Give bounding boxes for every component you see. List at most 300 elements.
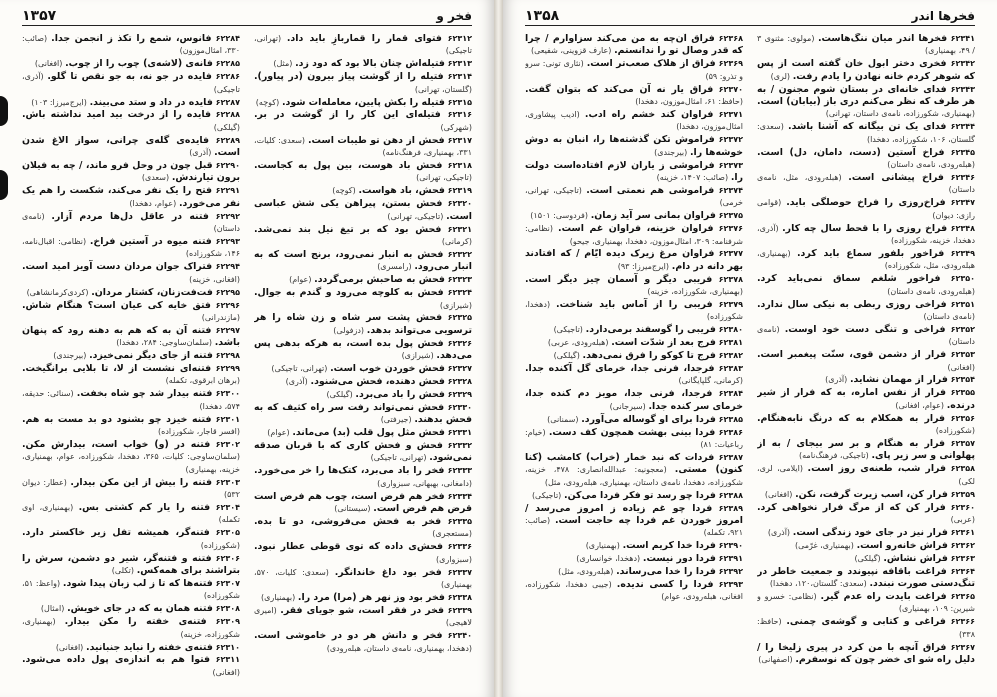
source-citation: (سیرجانی) [609, 401, 646, 411]
entry-number: ۶۲۳۷۳ [718, 160, 743, 170]
entry-number: ۶۲۲۸۴ [215, 34, 240, 43]
proverb-text: فخر بود داغ خاندانگر. [334, 566, 442, 578]
entry-number: ۶۲۳۲۸ [447, 376, 472, 386]
source-citation: (امثال) [40, 604, 65, 614]
proverb-text: فراوان مرغ زیرک دیده ایّام / که افتادند بهر دانه در دام. [525, 248, 743, 272]
source-citation: (ایرج‌میرزا: ۱۰۳) [31, 97, 87, 107]
proverb-text: فریبی دیگر و آسمان چیز دیگر است. [525, 273, 713, 285]
source-citation: (بهمنیاری، شکورزاده، خزینه) [22, 617, 240, 639]
proverb-entry [525, 452, 743, 489]
source-citation: (دهخدا، خوانساری) [576, 554, 641, 564]
entry-number: ۶۲۳۱۴ [447, 72, 472, 82]
source-citation: (آذری) [189, 148, 212, 158]
proverb-entry [22, 350, 240, 362]
proverb-entry [22, 654, 240, 679]
entry-number: ۶۲۳۲۶ [447, 338, 472, 348]
source-citation: (تهرانی، تاجیکی) [254, 34, 472, 56]
proverb-text: فتنه از جای دیگر نمی‌خیزد. [89, 350, 213, 362]
proverb-text: فرار از نفس اماره، به که فرار از شیر درنده. [757, 387, 975, 411]
proverb-text: فرار شب، طعنه‌ی روز است. [807, 463, 947, 475]
proverb-entry [22, 363, 240, 388]
proverb-entry [254, 97, 472, 109]
proverb-text: فرار به هنگام و بر سر بیجای / به از پهلوانی و سر زیر پای. [757, 438, 975, 462]
source-citation: (بهمنیاری) [585, 541, 620, 551]
entry-number: ۶۲۳۸۷ [718, 452, 743, 462]
proverb-text: فتنه و فتنه‌گر، شیر دو دشمن، سرش را بتراشند برای همه‌کس. [22, 552, 240, 577]
entry-number: ۶۲۳۲۴ [447, 288, 472, 298]
proverb-text: فخر بود وز نهر هر (مرا) مرد را. [297, 591, 445, 603]
source-citation: (جیرفتی) [380, 415, 412, 425]
source-citation: (جیبی دهخدا، شکورزاده، افغانی، هبله‌رودی، عوام) [525, 579, 743, 602]
proverb-entry [254, 33, 472, 58]
entry-number: ۶۲۳۳۱ [447, 428, 472, 438]
proverb-text: فرار نیز در جای خود زندگی است. [792, 526, 948, 538]
source-citation: (سعدی: گلستان،۱۲۰، دهخدا) [769, 578, 867, 588]
proverb-entry [525, 274, 743, 299]
proverb-entry [757, 273, 975, 298]
entry-number: ۶۲۲۹۲ [215, 211, 240, 221]
source-citation: (افغانی) [947, 362, 975, 372]
source-citation: (کرمانی) [441, 237, 472, 246]
proverb-text: قبل چون در وحل فرو ماند، / چه به فیلان برون تیارندش. [22, 160, 240, 184]
proverb-entry [525, 185, 743, 210]
right-page-columns [525, 33, 975, 693]
source-citation: (عطار: دیوان ۵۳۲) [22, 477, 240, 500]
proverb-text: فخرها اندر میان ننگ‌هاست. [817, 33, 948, 44]
source-citation: (افغانی) [55, 642, 84, 652]
entry-number: ۶۲۳۸۶ [718, 427, 743, 437]
source-citation: (دامغانی، بهبهانی، سبزواری) [377, 478, 472, 488]
source-citation: (هبله‌رودی، نامه‌ی داستان) [887, 286, 975, 296]
proverb-entry [757, 349, 975, 374]
source-citation: (تکلی) [111, 566, 134, 576]
source-citation: (سعدی) [141, 173, 170, 183]
source-citation: (سلمان‌ساوجی: ۲۸۴، دهخدا) [116, 338, 213, 348]
source-citation: (آذری) [767, 527, 791, 537]
entry-number: ۶۲۳۱۹ [447, 186, 472, 196]
source-citation: (سلمان‌ساوجی: کلیات، ۳۶۵، دهخدا، شکورزاده، عوام، بهمنیاری، خزینه، بهمنیاری) [22, 452, 240, 474]
proverb-text: فخر به فحش می‌فروشی، دو تا بده. [254, 515, 442, 527]
entry-number: ۶۲۲۹۹ [215, 364, 240, 374]
proverb-text: فتنه‌ها که تا ز لب زبان پیدا شود. [62, 577, 213, 589]
proverb-text: فتنه آن به که هم به دهنه رود که پنهان باشد. [22, 324, 240, 349]
entry-number: ۶۲۲۹۵ [215, 287, 240, 297]
source-citation: (هبله‌رودی، مثل) [558, 567, 614, 577]
page-number: ۱۳۵۸ [525, 8, 560, 24]
source-citation: (هبله‌رودی، نامه‌ی داستان) [887, 160, 975, 170]
source-citation: (شیرازی) [439, 300, 472, 310]
entry-number: ۶۲۳۵۸ [950, 464, 975, 474]
proverb-entry [22, 97, 240, 109]
source-citation: (گیلکی) [326, 389, 353, 399]
source-citation: (هبله‌رودی، مثل، نامه‌ی داستان) [757, 172, 975, 195]
proverb-entry [254, 440, 472, 465]
source-citation: (کرمانی، گلپایگانی) [678, 376, 743, 386]
proverb-entry [525, 84, 743, 109]
proverb-entry [22, 439, 240, 476]
source-citation: (کوچه) [332, 186, 356, 196]
entry-number: ۶۲۳۶۸ [718, 34, 743, 43]
proverb-text: فتنه‌ی خفته را مکن بیدار. [64, 616, 207, 628]
proverb-entry [525, 350, 743, 362]
entry-number: ۶۲۳۳۰ [447, 402, 472, 412]
entry-number: ۶۲۳۲۱ [447, 224, 472, 234]
source-citation: (سمنانی) [547, 414, 579, 424]
proverb-text: فتنه را یار کم کشتی بس. [78, 502, 211, 514]
source-citation: (صائب: ۱۴۰۷، خزینه) [656, 172, 729, 182]
proverb-entry [254, 402, 472, 427]
source-citation: (نظامی: خسرو و شیرین: ۱۰۹، بهمنیاری) [757, 591, 975, 614]
source-citation: (عربی) [950, 514, 975, 524]
proverb-entry [254, 567, 472, 592]
entry-number: ۶۲۳۷۷ [718, 249, 743, 259]
proverb-text: فراوان کند خشم راه ادب. [584, 108, 714, 120]
source-citation: (بهمنیاری، شکورزاده، خزینه) [647, 287, 743, 297]
entry-number: ۶۲۳۲۰ [447, 199, 472, 209]
proverb-text: فحش پول بده است، به هرکه بدهی پس می‌دهد. [254, 337, 472, 362]
entry-number: ۶۲۳۰۳ [215, 477, 240, 487]
text-column [22, 33, 240, 693]
source-citation: (سیستانی) [334, 504, 371, 514]
proverb-text: فت‌فت‌زنان، کشتار مردان. [91, 286, 213, 298]
proverb-entry [525, 503, 743, 540]
proverb-entry [254, 592, 472, 604]
entry-number: ۶۲۳۶۰ [950, 502, 975, 512]
proverb-entry [757, 58, 975, 83]
entry-number: ۶۲۳۱۵ [447, 97, 472, 107]
source-citation: (مازندرانی) [201, 312, 240, 322]
proverb-entry [525, 324, 743, 336]
entry-number: ۶۲۳۸۳ [718, 364, 743, 374]
proverb-entry [757, 299, 975, 324]
proverb-text: فخر و دانش هر دو در خاموشی است. [254, 630, 443, 642]
entry-number: ۶۲۲۸۷ [215, 97, 240, 107]
text-column [757, 33, 975, 693]
proverb-entry [757, 33, 975, 58]
source-citation: (نامه‌ی داستان) [22, 211, 240, 234]
proverb-entry [254, 605, 472, 630]
proverb-text: فرج تا کوکو را فرق نمی‌دهد. [582, 350, 716, 362]
proverb-text: فردا چو غم زیاده ز امروز می‌رسد / امروز خوردن غم فردا چه حاجت است. [525, 502, 743, 526]
source-citation: (بهمنیاری، اوی تکمله) [22, 503, 240, 525]
source-citation: (بهمنیاری) [261, 592, 296, 602]
left-page-columns [22, 33, 472, 693]
proverb-entry [22, 236, 240, 261]
source-citation: (نامه‌ی داستان) [757, 324, 975, 347]
proverb-text: فتیله‌ای این کار را از گوشت در بر. [254, 109, 441, 121]
proverb-entry [22, 33, 240, 58]
entry-number: ۶۲۳۶۵ [950, 591, 975, 601]
proverb-text: فراخ‌روزی را فراخ حوصلگی باید. [786, 197, 946, 209]
proverb-text: فحش از دهن تو طیبات است. [307, 134, 445, 146]
proverb-text: فرجدا، فرنی جدا، مویز دم کنده جدا، خرمای سر کنده جدا. [525, 388, 743, 412]
proverb-text: فتیله را بکش پایین، معامله‌ات شود. [281, 96, 445, 108]
proverb-entry [22, 642, 240, 654]
entry-number: ۶۲۳۸۸ [718, 490, 743, 500]
source-citation: (فردوسی: ۱۵۰۱) [530, 211, 588, 221]
source-citation: (ایلامی، لری، لکی) [757, 464, 975, 486]
source-citation: (هبله‌رودی، عربی) [547, 338, 609, 348]
entry-number: ۶۲۳۹۱ [718, 554, 743, 564]
entry-number: ۶۲۳۴۹ [950, 248, 975, 258]
proverb-text: فتیله‌اش چنان بالا بود که دود زد. [295, 58, 445, 70]
proverb-entry [757, 248, 975, 273]
entry-number: ۶۲۳۸۴ [718, 389, 743, 399]
entry-number: ۶۲۳۵۷ [950, 439, 975, 448]
right-page [503, 0, 997, 697]
proverb-text: فخر را باد می‌برد، کتک‌ها را خر می‌خورد. [254, 465, 445, 477]
source-citation: (سعدی: گلستان، ۱۰۶، شکورزاده، دهخدا) [757, 122, 975, 144]
proverb-entry [22, 109, 240, 134]
proverb-entry [254, 516, 472, 541]
proverb-entry [757, 527, 975, 539]
proverb-text: فحش باد هوست، بین پول به کجاست. [254, 160, 443, 172]
proverb-text: فراخور بلفور سماع باید کرد. [797, 247, 945, 259]
source-citation: (آذری) [825, 375, 848, 385]
source-citation: (آذری، دهخدا، خزینه، شکورزاده) [757, 223, 975, 245]
proverb-entry [525, 427, 743, 452]
entry-number: ۶۲۳۰۶ [215, 553, 240, 563]
proverb-entry [254, 376, 472, 388]
source-citation: (صائب: ۳۳۰، امثال‌موزون) [22, 34, 240, 56]
proverb-text: فرار به همکلام به که درنگ نابه‌هنگام. [757, 412, 946, 424]
entry-number: ۶۲۳۱۷ [447, 135, 472, 145]
entry-number: ۶۲۳۳۵ [447, 516, 472, 526]
proverb-entry [757, 197, 975, 222]
entry-number: ۶۲۳۸۱ [718, 338, 743, 348]
entry-number: ۶۲۲۹۶ [215, 300, 240, 310]
source-citation: (نظامی: اقبال‌نامه، ۱۴۶، شکورزاده) [22, 237, 240, 259]
proverb-entry [254, 427, 472, 439]
proverb-text: فانه‌ی (لاشه‌ی) چوب را از چوب. [65, 58, 213, 70]
entry-number: ۶۲۳۲۳ [447, 275, 472, 285]
thumb-index-tab [0, 170, 8, 200]
proverb-entry [525, 490, 743, 502]
proverb-entry [757, 172, 975, 197]
proverb-entry [22, 603, 240, 615]
source-citation: (افغانی) [34, 59, 63, 69]
proverb-text: فحش پشت سر شاه و زن شاه را هر ترسویی می‌تواند بدهد. [254, 312, 472, 336]
proverb-text: فتنه در عاقل دل‌ها مردم آزار. [51, 210, 209, 222]
entry-number: ۶۲۳۸۲ [718, 351, 743, 361]
source-citation: (ادیب پیشاوری، امثال‌موزون، دهخدا) [525, 109, 743, 132]
proverb-text: فتوای قمار را قماربازِ باید داد. [286, 33, 442, 44]
proverb-entry [757, 121, 975, 146]
page-number: ۱۳۵۷ [22, 8, 57, 24]
entry-number: ۶۲۳۴۷ [950, 198, 975, 208]
proverb-entry [757, 438, 975, 463]
proverb-text: فحش دهنده، فحش می‌شنود. [310, 375, 445, 387]
source-citation: (افسر قاجار، شکورزاده) [158, 427, 240, 437]
entry-number: ۶۲۳۰۲ [215, 440, 240, 449]
proverb-entry [525, 337, 743, 349]
proverb-entry [525, 33, 743, 58]
running-head: فخر و [436, 9, 472, 23]
proverb-entry [525, 58, 743, 83]
entry-number: ۶۲۳۲۹ [447, 389, 472, 399]
proverb-text: فحش، باد هواست. [358, 185, 445, 197]
proverb-text: فخر هم فرض است، چوب هم فرض است قرض هم فرض است. [254, 490, 472, 515]
source-citation: (قوامی رازی: دیوان) [757, 198, 975, 220]
proverb-text: فرجدا، فرنی جدا، خرمای گل آکنده جدا. [525, 363, 715, 375]
proverb-text: فردات که نبد خمار (خراب) کامشب (کنا کنون) مستی. [525, 451, 743, 476]
proverb-entry [757, 463, 975, 488]
proverb-text: فراموشی هم نعمتی است. [586, 184, 715, 196]
proverb-entry [525, 388, 743, 413]
proverb-entry [757, 502, 975, 527]
proverb-entry [525, 109, 743, 134]
entry-number: ۶۲۳۶۶ [950, 617, 975, 627]
source-citation: (حافظ: ۳۳۸) [757, 617, 975, 639]
proverb-text: فحش به انبار نمی‌رود، برنج است که به انبار می‌رود. [254, 248, 472, 273]
proverb-text: فراق آنچه با من کرد در پیری زلیخا را / دلیل راه شو ای خضر چون که نوسفرم. [757, 641, 975, 665]
proverb-text: فتنه در (و) خواب است، بیدارش مکن. [22, 439, 211, 450]
source-citation: (بهمنیاری، غرّمی) [794, 540, 854, 550]
proverb-text: فردا دور نیست. [642, 553, 716, 565]
entry-number: ۶۲۳۹۲ [718, 567, 743, 577]
source-citation: (تاجیکی، تهرانی) [387, 211, 444, 221]
source-citation: (عوام) [267, 428, 290, 438]
proverb-text: فتنه‌ای نشست از لا، تا بلایی برانگیخت. [22, 363, 212, 375]
proverb-text: فراوان بمانی سر آید زمان. [590, 210, 716, 222]
source-citation: (حافظ: ۶۱، امثال‌موزون، دهخدا) [635, 97, 743, 107]
source-citation: (امیری لاهیجی) [254, 605, 472, 628]
proverb-text: فخری دختر ابول خان گفته است از پس که شوهر کردم خانه نهادن را یادم رفت. [757, 58, 975, 82]
source-citation: (بیرجندی) [53, 351, 87, 361]
proverb-entry [254, 160, 472, 185]
source-citation: (رامسری) [377, 262, 412, 272]
proverb-text: فردا خدا کریم است. [622, 540, 716, 552]
entry-number: ۶۲۳۶۹ [718, 59, 743, 69]
source-citation: (لری) [770, 71, 790, 81]
proverb-text: فراغی و کتابی و گوشه‌ی چمنی. [786, 616, 946, 628]
source-citation: (گیلکی) [854, 553, 881, 563]
proverb-text: فردا را خدا می‌رساند. [616, 566, 716, 578]
proverb-text: فردا چو رسد تو فکر فردا می‌کن. [564, 489, 716, 501]
proverb-entry [254, 58, 472, 70]
proverb-entry [254, 198, 472, 223]
proverb-entry [254, 109, 472, 134]
proverb-entry [22, 553, 240, 578]
entry-number: ۶۲۳۵۴ [950, 375, 975, 385]
proverb-entry [254, 249, 472, 274]
entry-number: ۶۲۳۱۰ [215, 642, 240, 652]
entry-number: ۶۲۳۴۶ [950, 172, 975, 182]
proverb-entry [254, 630, 472, 655]
proverb-entry [757, 374, 975, 386]
proverb-text: فرار کن، اسب زیرت گرفت، نکن. [795, 488, 948, 500]
entry-number: ۶۲۳۳۴ [447, 491, 472, 501]
entry-number: ۶۲۳۷۹ [718, 300, 743, 310]
proverb-entry [757, 489, 975, 501]
proverb-text: فحش به صاحبش برمی‌گردد. [314, 274, 445, 286]
proverb-entry [22, 300, 240, 325]
entry-number: ۶۲۳۷۸ [718, 274, 743, 284]
source-citation: (دهخدا، شکورزاده) [525, 300, 743, 322]
source-citation: (معجونیه: عبدالله‌انصاری: ۴۷۸، خزینه، شکورزاده، دهخدا، نامه‌ی داستان، بهمنیاری، هبله‌رودی، مثل) [525, 465, 743, 487]
proverb-entry [254, 363, 472, 375]
proverb-entry [757, 324, 975, 349]
entry-number: ۶۲۳۴۱ [950, 34, 975, 43]
source-citation: (صائب: ۹۲۱، تکمله) [525, 515, 743, 538]
proverb-text: فریبی را از آماس باید شناخت. [556, 299, 713, 311]
proverb-text: فتنه‌ی خفته را نباید جنبانید. [86, 641, 213, 653]
proverb-text: فردا برای او گوساله می‌آورد. [581, 413, 716, 425]
proverb-text: فتیله را از گوشت پیاز بیرون (در پیاور). [254, 71, 444, 83]
entry-number: ۶۲۳۰۵ [215, 528, 240, 538]
source-citation: (افغانی) [212, 667, 240, 677]
proverb-text: فتح را یک نفر می‌کند، شکست را هم یک نفر می‌خورد. [22, 185, 240, 209]
proverb-text: فراخی روزی ربطی به نیکی سال ندارد. [757, 298, 947, 310]
entry-number: ۶۲۳۳۷ [447, 567, 472, 577]
proverb-text: فخر در فقر است، شو جویای فقر. [280, 604, 445, 616]
entry-number: ۶۲۳۷۶ [718, 224, 743, 234]
source-citation: (شیرازی) [401, 351, 434, 361]
source-citation: (واعظ: ۵۱، شکورزاده) [22, 578, 240, 601]
entry-number: ۶۲۳۰۰ [215, 389, 240, 399]
source-citation: (دهخدا، بهمنیاری، نامه‌ی داستان، هبله‌رودی) [326, 643, 472, 653]
entry-number: ۶۲۲۸۶ [215, 72, 240, 82]
proverb-text: فحش مثل پول قلب (بد) می‌ماند. [292, 427, 445, 439]
proverb-entry [757, 553, 975, 565]
source-citation: (تاجیکی، تهرانی) [416, 173, 472, 183]
entry-number: ۶۲۳۰۸ [215, 604, 240, 614]
source-citation: (شکورزاده) [200, 540, 240, 550]
proverb-text: فتنه همان به که در جای خویش. [67, 603, 213, 615]
source-citation: (عوام، افغانی) [895, 400, 945, 410]
entry-number: ۶۲۳۰۴ [215, 503, 240, 513]
proverb-entry [22, 414, 240, 439]
entry-number: ۶۲۲۹۴ [215, 262, 240, 272]
proverb-entry [254, 185, 472, 197]
proverb-entry [757, 616, 975, 641]
proverb-text: فراخ آستین (دست، دامان، دل) است. [757, 146, 945, 158]
entry-number: ۶۲۳۱۲ [447, 34, 472, 43]
entry-number: ۶۲۳۴۸ [950, 223, 975, 233]
entry-number: ۶۲۳۱۶ [447, 110, 472, 120]
entry-number: ۶۲۳۳۲ [447, 441, 472, 450]
entry-number: ۶۲۳۸۵ [718, 414, 743, 424]
entry-number: ۶۲۳۵۳ [950, 350, 975, 360]
source-citation: (گیلکی) [553, 351, 580, 361]
source-citation: (ایرج‌میرزا: ۹۳) [617, 261, 670, 271]
source-citation: (بهمنیاری، هبله‌رودی، مثل، شکورزاده) [757, 248, 975, 271]
proverb-entry [22, 135, 240, 160]
proverb-entry [22, 58, 240, 70]
entry-number: ۶۲۳۴۰ [447, 631, 472, 641]
left-page-header [22, 7, 472, 26]
source-citation: (تهرانی، تاجیکی) [370, 453, 427, 463]
entry-number: ۶۲۳۳۹ [447, 605, 472, 615]
entry-number: ۶۲۳۶۴ [950, 566, 975, 576]
proverb-entry [757, 147, 975, 172]
proverb-entry [254, 389, 472, 401]
source-citation: (برهان ابرقوی، تکمله) [165, 376, 240, 386]
source-citation: (افغانی، خزینه) [189, 274, 240, 284]
source-citation: (نامه‌ی داستان) [923, 311, 975, 321]
entry-number: ۶۲۳۶۳ [950, 553, 975, 563]
source-citation: (شهرکی) [440, 122, 472, 132]
entry-number: ۶۲۳۱۳ [447, 59, 472, 69]
entry-number: ۶۲۳۳۸ [447, 592, 472, 602]
proverb-entry [22, 287, 240, 299]
proverb-entry [254, 338, 472, 363]
proverb-text: فراخ پیشانی است. [848, 171, 944, 183]
source-citation: (مثل) [273, 59, 293, 69]
source-citation: (کردی‌کرمانشاهی) [26, 287, 89, 297]
proverb-entry [254, 541, 472, 566]
proverb-entry [525, 160, 743, 185]
